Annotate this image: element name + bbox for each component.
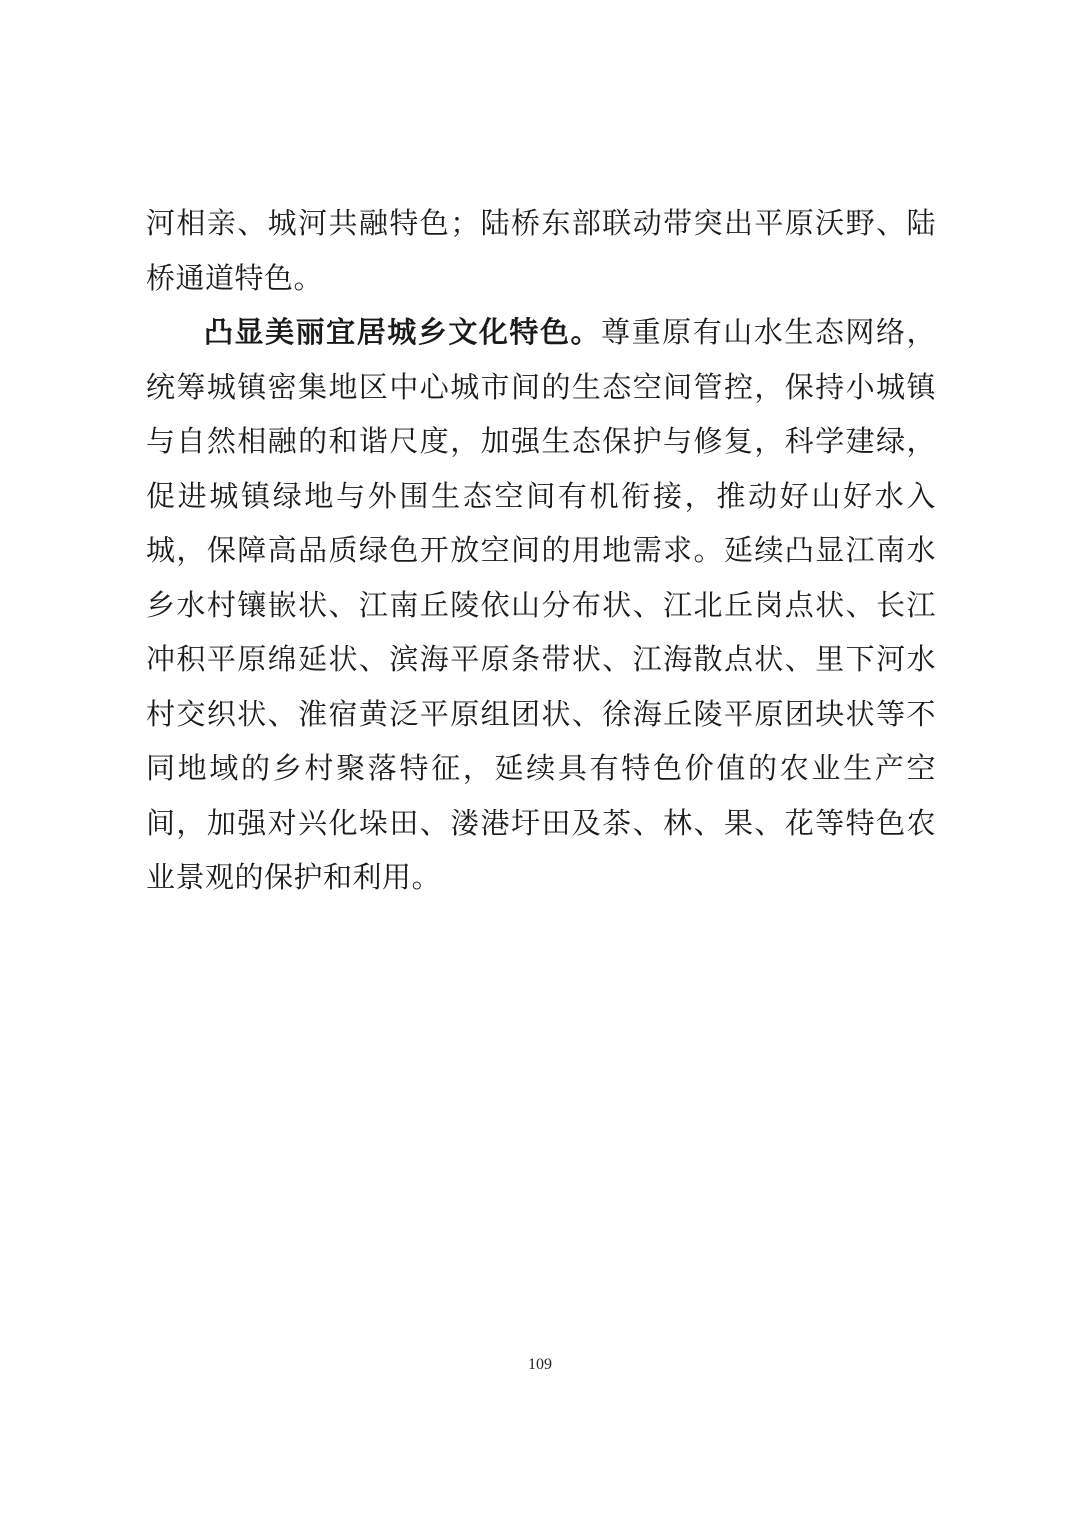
paragraph-continuation-text: 河相亲、城河共融特色；陆桥东部联动带突出平原沃野、陆桥通道特色。 bbox=[146, 206, 936, 295]
paragraph-rural-culture bbox=[146, 305, 936, 905]
page-number: 109 bbox=[528, 1356, 552, 1373]
paragraph-continuation bbox=[146, 196, 936, 305]
paragraph-rural-culture-text: 尊重原有山水生态网络，统筹城镇密集地区中心城市间的生态空间管控，保持小城镇与自然相融的和谐尺度，加强生态保护与修复，科学建绿，促进城镇绿地与外围生态空间有机衔接，推动好山好水入城，保障高品质绿色开放空间的用地需求。延续凸显江南水乡水村镶嵌状、江南丘陵依山分布状、江北丘岗点状、长江冲积平原绵延状、滨海平原条带状、江海散点状、里下河水村交织状、淮宿黄泛平原组团状、徐海丘陵平原团块状等不同地域的乡村聚落特征，延续具有特色价值的农业生产空间，加强对兴化垛田、溇港圩田及茶、林、果、花等特色农业景观的保护和利用。 bbox=[146, 315, 936, 894]
paragraph-lead-heading: 凸显美丽宜居城乡文化特色。 bbox=[204, 315, 602, 349]
page-body bbox=[146, 196, 936, 905]
